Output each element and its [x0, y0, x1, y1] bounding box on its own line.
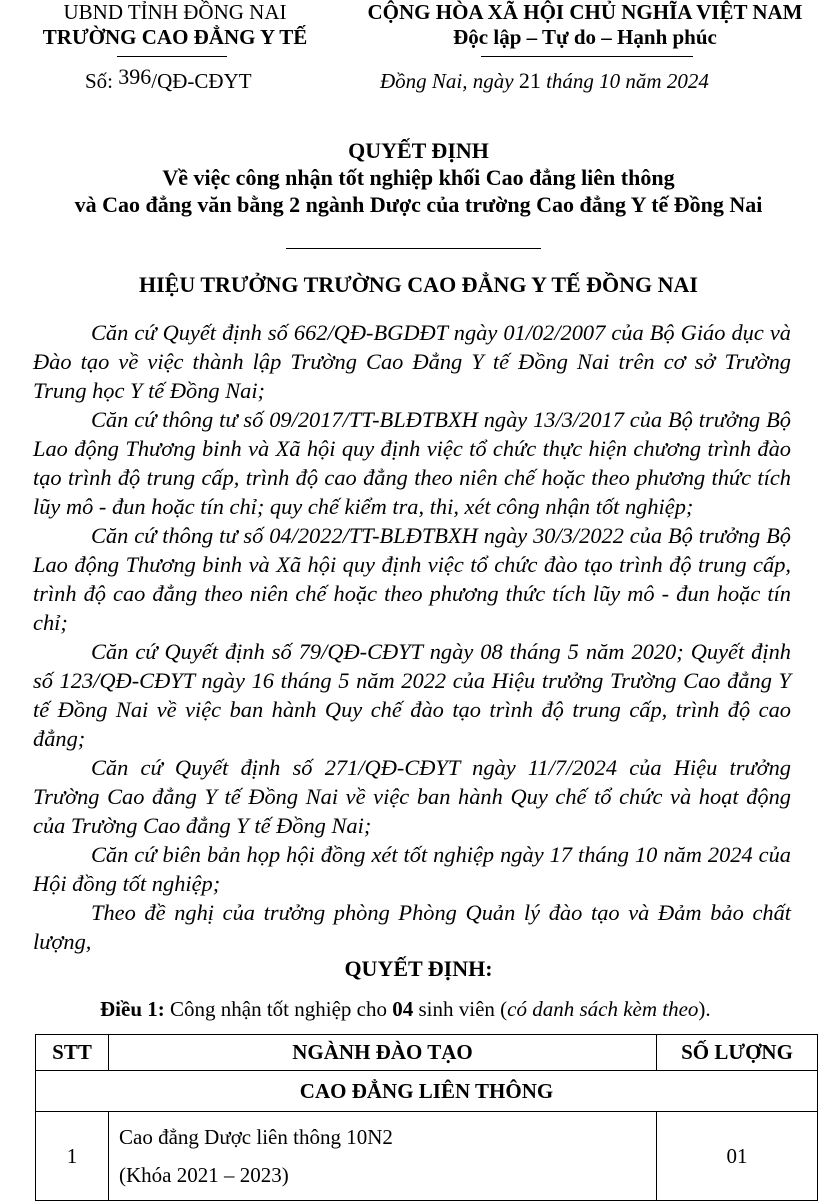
table-header-row	[36, 1035, 818, 1071]
decision-heading: QUYẾT ĐỊNH	[348, 138, 489, 163]
number-prefix: Số:	[85, 69, 114, 93]
date-day: 21	[518, 68, 541, 93]
attachment-note: có danh sách kèm theo	[507, 997, 699, 1021]
legal-basis-item: Căn cứ thông tư số 09/2017/TT-BLĐTBXH ngày 13/3/2017 của Bộ trưởng Bộ Lao động Thương binh và Xã hội quy định việc tổ chức thực hiện chương trình đào tạo trình độ trung cấp, trình độ cao đẳng theo niên chế hoặc theo phương thức tích lũy mô - đun hoặc tín chỉ; quy chế kiểm tra, thi, xét công nhận tốt nghiệp;	[33, 407, 791, 519]
row-cohort: (Khóa 2021 – 2023)	[119, 1163, 289, 1187]
legal-basis-item: Căn cứ Quyết định số 79/QĐ-CĐYT ngày 08 tháng 5 năm 2020; Quyết định số 123/QĐ-CĐYT ngày 16 tháng 5 năm 2022 của Hiệu trưởng Trường Cao đẳng Y tế Đồng Nai về việc ban hành Quy chế đào tạo trình độ trung cấp, trình độ cao đẳng;	[33, 639, 791, 751]
article-1-label: Điều 1:	[100, 997, 165, 1021]
legal-basis-item: Theo đề nghị của trưởng phòng Phòng Quản lý đào tạo và Đảm bảo chất lượng,	[33, 900, 791, 954]
row-stt: 1	[36, 1112, 109, 1201]
legal-basis-item: Căn cứ biên bản họp hội đồng xét tốt nghiệp ngày 17 tháng 10 năm 2024 của Hội đồng tốt nghiệp;	[33, 842, 791, 896]
column-header-stt: STT	[36, 1035, 109, 1071]
legal-basis-item: Căn cứ Quyết định số 271/QĐ-CĐYT ngày 11/7/2024 của Hiệu trưởng Trường Cao đẳng Y tế Đồng Nai về việc ban hành Quy chế tổ chức và hoạt động của Trường Cao đẳng Y tế Đồng Nai;	[33, 755, 791, 838]
agency-underline	[117, 56, 227, 57]
document-date	[380, 67, 709, 95]
graduation-table	[35, 1034, 818, 1201]
graduate-count: 04	[392, 997, 414, 1021]
document-number	[85, 64, 252, 95]
table-row	[36, 1112, 818, 1201]
row-program-cell	[109, 1112, 657, 1201]
authority-title: HIỆU TRƯỞNG TRƯỜNG CAO ĐẲNG Y TẾ ĐỒNG NAI	[138, 272, 698, 297]
nation-title: CỘNG HÒA XÃ HỘI CHỦ NGHĨA VIỆT NAM	[367, 0, 803, 24]
article-1	[100, 995, 711, 1023]
table-section-row	[36, 1071, 818, 1112]
motto-underline	[481, 56, 693, 57]
decision-subject-line-2: và Cao đẳng văn bằng 2 ngành Dược của trường Cao đẳng Y tế Đồng Nai	[74, 192, 763, 217]
date-rest: tháng 10 năm 2024	[546, 69, 709, 93]
column-header-program: NGÀNH ĐÀO TẠO	[109, 1035, 657, 1071]
legal-basis-item: Căn cứ thông tư số 04/2022/TT-BLĐTBXH ngày 30/3/2022 của Bộ trưởng Bộ Lao động Thương binh và Xã hội quy định việc tổ chức đào tạo trình độ trung cấp, trình độ cao đẳng theo niên chế hoặc theo phương thức tích lũy mô - đun hoặc tín chỉ;	[33, 523, 791, 635]
row-quantity: 01	[657, 1112, 818, 1201]
column-header-quantity: SỐ LƯỢNG	[657, 1035, 818, 1071]
organization-name: TRƯỜNG CAO ĐẲNG Y TẾ	[42, 25, 308, 49]
article-1-text-mid: sinh viên (	[413, 997, 508, 1021]
decision-subject-line-1: Về việc công nhận tốt nghiệp khối Cao đẳng liên thông	[162, 165, 675, 190]
national-motto: Độc lập – Tự do – Hạnh phúc	[453, 25, 717, 49]
article-1-text: Công nhận tốt nghiệp cho	[164, 997, 393, 1021]
article-1-text-end: ).	[698, 997, 711, 1021]
row-program-name: Cao đẳng Dược liên thông 10N2	[119, 1125, 393, 1149]
title-underline	[286, 248, 541, 249]
number-value: 396	[118, 64, 152, 89]
decision-section-heading: QUYẾT ĐỊNH:	[344, 956, 493, 981]
number-suffix: /QĐ-CĐYT	[151, 69, 252, 93]
national-title-block	[340, 0, 830, 50]
section-title: CAO ĐẲNG LIÊN THÔNG	[36, 1071, 818, 1112]
decision-title-block	[0, 137, 837, 218]
parent-organization: UBND TỈNH ĐỒNG NAI	[63, 0, 287, 24]
legal-basis-item: Căn cứ Quyết định số 662/QĐ-BGDĐT ngày 01/02/2007 của Bộ Giáo dục và Đào tạo về việc thành lập Trường Cao Đẳng Y tế Đồng Nai trên cơ sở Trường Trung học Y tế Đồng Nai;	[33, 320, 791, 403]
legal-bases	[33, 318, 791, 956]
issuing-agency-block	[20, 0, 330, 50]
date-place: Đồng Nai, ngày	[380, 69, 514, 93]
